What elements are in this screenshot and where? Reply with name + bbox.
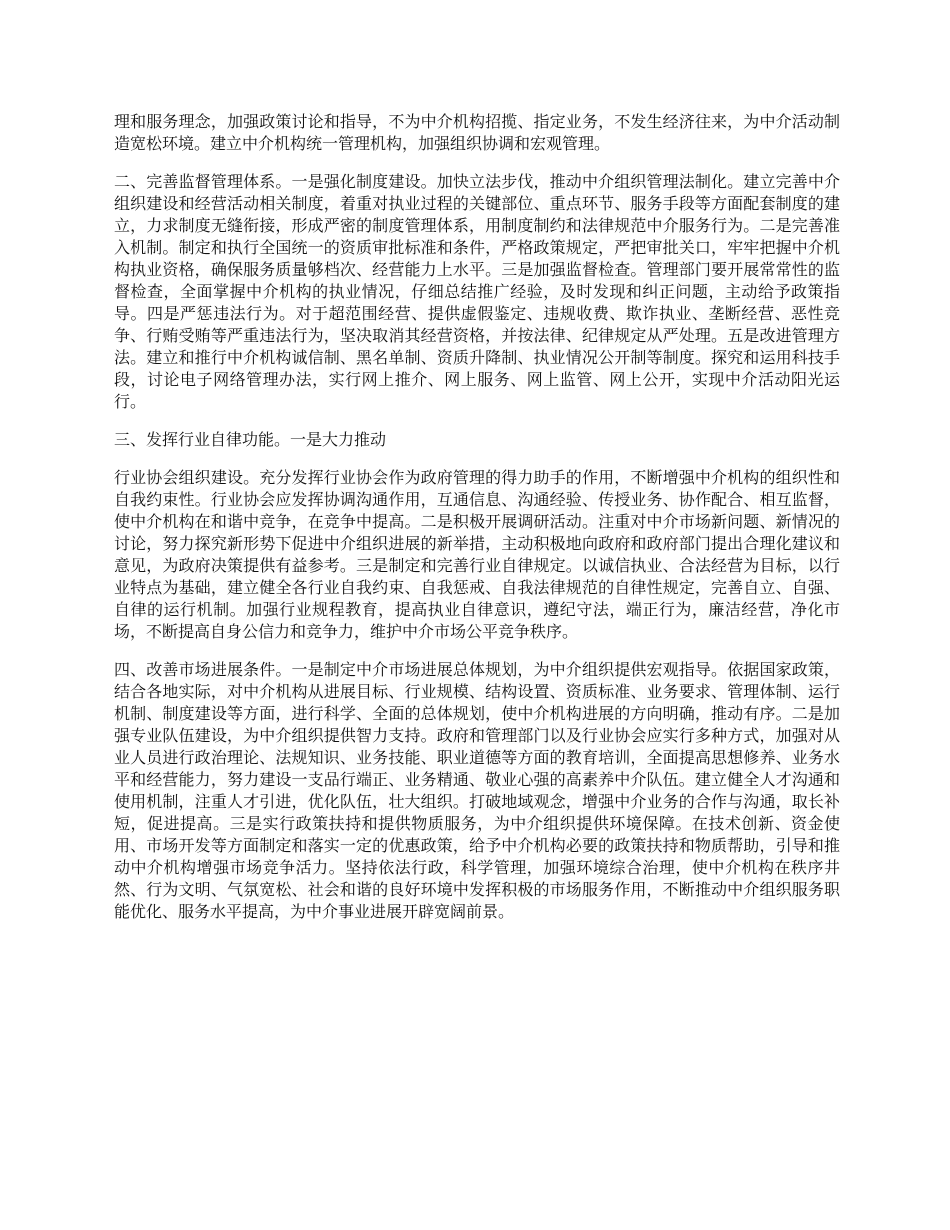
paragraph-section-four: 四、改善市场进展条件。一是制定中介市场进展总体规划，为中介组织提供宏观指导。依据国家政策，结合各地实际，对中介机构从进展目标、行业规模、结构设置、资质标准、业务要求、管理体制、运行机制、制度建设等方面，进行科学、全面的总体规划，使中介机构进展的方向明确，推动有序。二是加强专业队伍建设，为中介组织提供智力支持。政府和管理部门以及行业协会应实行多种方式，加强对从业人员进行政治理论、法规知识、业务技能、职业道德等方面的教育培训，全面提高思想修养、业务水平和经营能力，努力建设一支品行端正、业务精通、敬业心强的高素养中介队伍。建立健全人才沟通和使用机制，注重人才引进，优化队伍，壮大组织。打破地域观念，增强中介业务的合作与沟通，取长补短，促进提高。三是实行政策扶持和提供物质服务，为中介组织提供环境保障。在技术创新、资金使用、市场开发等方面制定和落实一定的优惠政策，给予中介机构必要的政策扶持和物质帮助，引导和推动中介机构增强市场竞争活力。坚持依法行政，科学管理，加强环境综合治理，使中介机构在秩序井然、行为文明、气氛宽松、社会和谐的良好环境中发挥积极的市场服务作用，不断推动中介组织服务职能优化、服务水平提高，为中介事业进展开辟宽阔前景。: [114, 660, 840, 921]
paragraph-continuation: 理和服务理念，加强政策讨论和指导，不为中介机构招揽、指定业务，不发生经济往来，为中介活动制造宽松环境。建立中介机构统一管理机构，加强组织协调和宏观管理。: [114, 112, 840, 153]
paragraph-section-two: 二、完善监督管理体系。一是强化制度建设。加快立法步伐，推动中介组织管理法制化。建立完善中介组织建设和经营活动相关制度，着重对执业过程的关键部位、重点环节、服务手段等方面配套制度的建立，力求制度无缝衔接，形成严密的制度管理体系，用制度制约和法律规范中介服务行为。二是完善准入机制。制定和执行全国统一的资质审批标准和条件，严格政策规定，严把审批关口，牢牢把握中介机构执业资格，确保服务质量够档次、经营能力上水平。三是加强监督检查。管理部门要开展常常性的监督检查，全面掌握中介机构的执业情况，仔细总结推广经验，及时发现和纠正问题，主动给予政策指导。四是严惩违法行为。对于超范围经营、提供虚假鉴定、违规收费、欺诈执业、垄断经营、恶性竞争、行贿受贿等严重违法行为，坚决取消其经营资格，并按法律、纪律规定从严处理。五是改进管理方法。建立和推行中介机构诚信制、黑名单制、资质升降制、执业情况公开制等制度。探究和运用科技手段，讨论电子网络管理办法，实行网上推介、网上服务、网上监管、网上公开，实现中介活动阳光运行。: [114, 172, 840, 411]
paragraph-section-three-heading: 三、发挥行业自律功能。一是大力推动: [114, 430, 387, 449]
paragraph-section-three-body: 行业协会组织建设。充分发挥行业协会作为政府管理的得力助手的作用，不断增强中介机构的组织性和自我约束性。行业协会应发挥协调沟通作用，互通信息、沟通经验、传授业务、协作配合、相互监督，使中介机构在和谐中竞争，在竞争中提高。二是积极开展调研活动。注重对中介市场新问题、新情况的讨论，努力探究新形势下促进中介组织进展的新举措，主动积极地向政府和政府部门提出合理化建议和意见，为政府决策提供有益参考。三是制定和完善行业自律规定。以诚信执业、合法经营为目标，以行业特点为基础，建立健全各行业自我约束、自我惩戒、自我法律规范的自律性规定，完善自立、自强、自律的运行机制。加强行业规程教育，提高执业自律意识，遵纪守法，端正行为，廉洁经营，净化市场，不断提高自身公信力和竞争力，维护中介市场公平竞争秩序。: [114, 468, 840, 641]
document-body: [114, 111, 840, 923]
